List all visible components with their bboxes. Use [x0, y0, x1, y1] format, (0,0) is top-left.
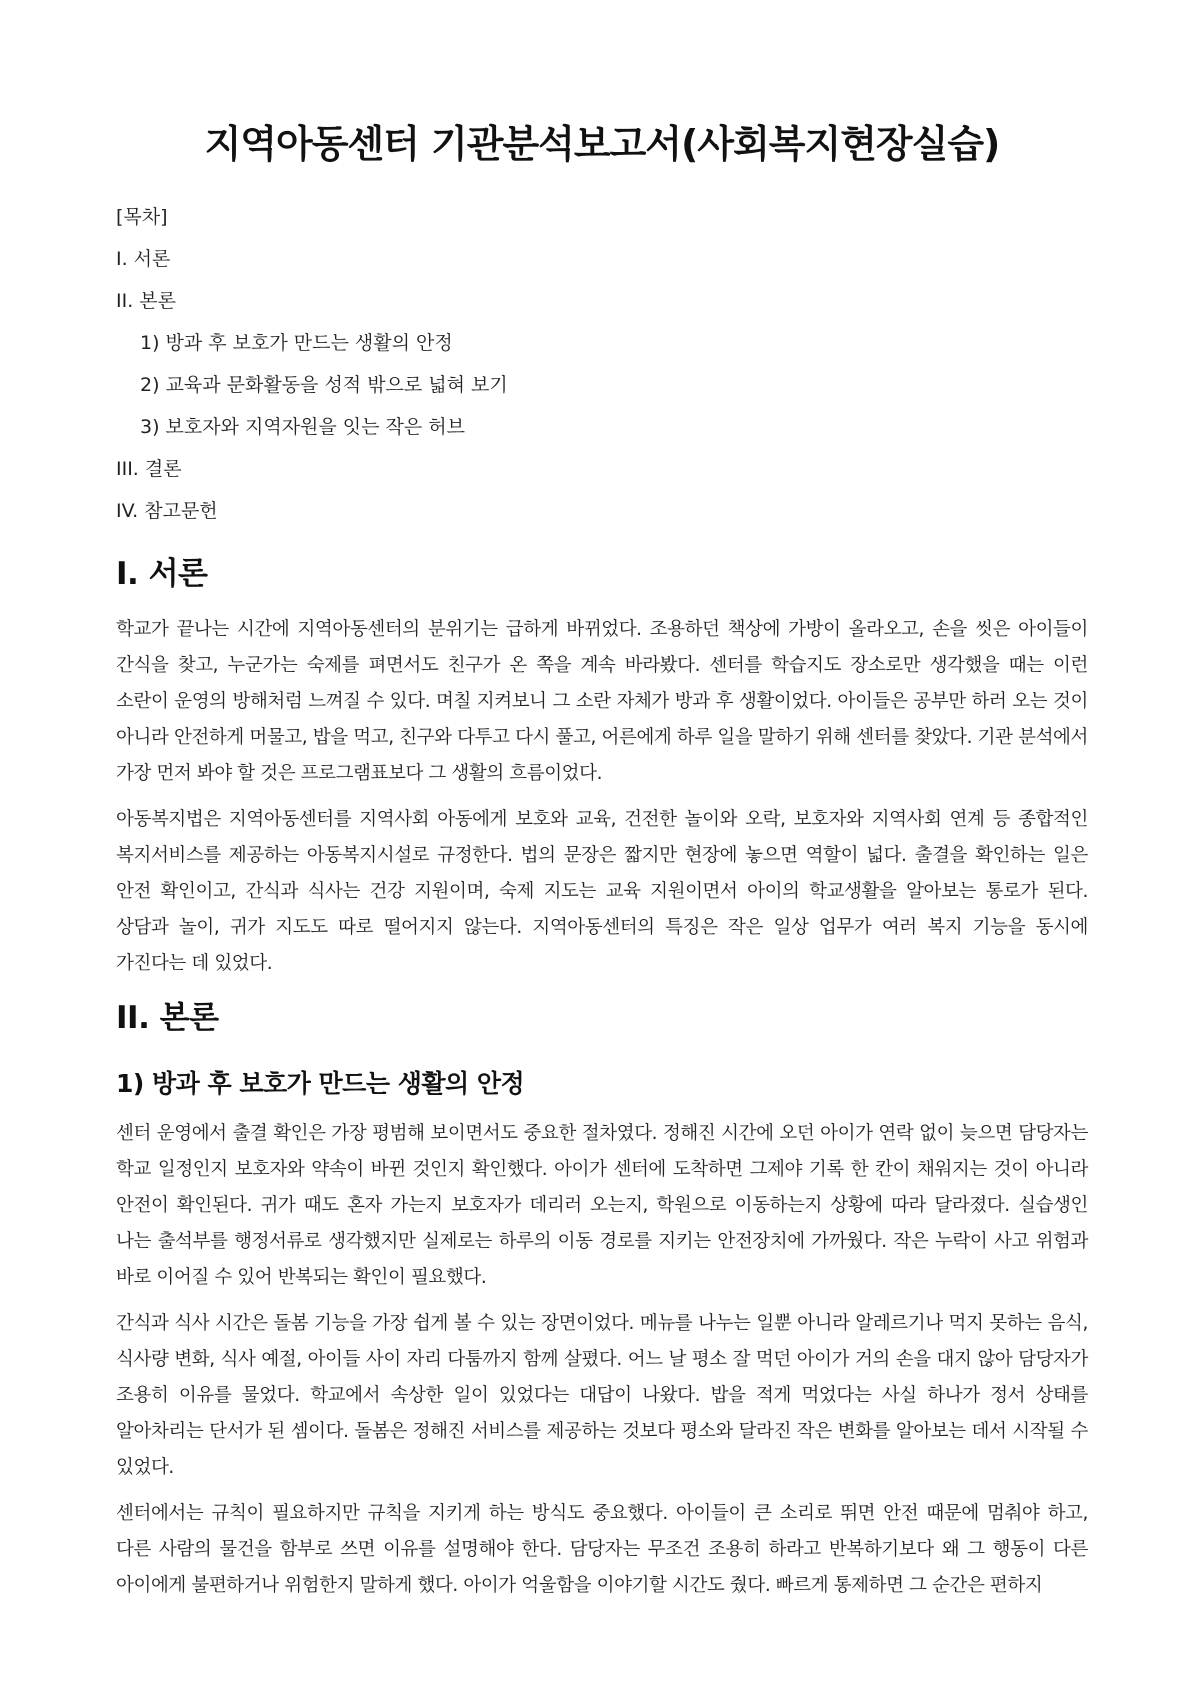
toc-label: [목차] — [116, 206, 168, 228]
body-paragraph-1: 센터 운영에서 출결 확인은 가장 평범해 보이면서도 중요한 절차였다. 정해진 시간에 오던 아이가 연락 없이 늦으면 담당자는 학교 일정인지 보호자와 약속이 바뀐 것인지 확인했다. 아이가 센터에 도착하면 그제야 기록 한 칸이 채워지는 것이 아니라 안전이 확인된다. 귀가 때도 혼자 가는지 보호자가 데리러 오는지, 학원으로 이동하는지 상황에 따라 달라졌다. 실습생인 나는 출석부를 행정서류로 생각했지만 실제로는 하루의 이동 경로를 지키는 안전장치에 가까웠다. 작은 누락이 사고 위험과 바로 이어질 수 있어 반복되는 확인이 필요했다. — [116, 1123, 1088, 1288]
section-heading-intro: I. 서론 — [116, 556, 208, 592]
toc-item-body-2: 2) 교육과 문화활동을 성적 밖으로 넓혀 보기 — [140, 374, 508, 396]
body-paragraph-3: 센터에서는 규칙이 필요하지만 규칙을 지키게 하는 방식도 중요했다. 아이들이 큰 소리로 뛰면 안전 때문에 멈춰야 하고, 다른 사람의 물건을 함부로 쓰면 이유를 설명해야 한다. 담당자는 무조건 조용히 하라고 반복하기보다 왜 그 행동이 다른 아이에게 불편하거나 위험한지 말하게 했다. 아이가 억울함을 이야기할 시간도 줬다. 빠르게 통제하면 그 순간은 편하지 — [116, 1503, 1088, 1596]
section-heading-body: II. 본론 — [116, 1000, 219, 1036]
document-title: 지역아동센터 기관분석보고서(사회복지현장실습) — [204, 122, 1000, 166]
toc-item-body: II. 본론 — [116, 290, 176, 312]
toc-item-conclusion: III. 결론 — [116, 458, 182, 480]
body-paragraph-2: 간식과 식사 시간은 돌봄 기능을 가장 쉽게 볼 수 있는 장면이었다. 메뉴를 나누는 일뿐 아니라 알레르기나 먹지 못하는 음식, 식사량 변화, 식사 예절, 아이들 사이 자리 다툼까지 함께 살폈다. 어느 날 평소 잘 먹던 아이가 거의 손을 대지 않아 담당자가 조용히 이유를 물었다. 학교에서 속상한 일이 있었다는 대답이 나왔다. 밥을 적게 먹었다는 사실 하나가 정서 상태를 알아차리는 단서가 된 셈이다. 돌봄은 정해진 서비스를 제공하는 것보다 평소와 달라진 작은 변화를 알아보는 데서 시작될 수 있었다. — [116, 1313, 1088, 1478]
toc-item-intro: I. 서론 — [116, 248, 171, 270]
subsection-heading-1: 1) 방과 후 보호가 만드는 생활의 안정 — [116, 1069, 525, 1098]
section-body — [116, 996, 1088, 1604]
toc-item-references: IV. 참고문헌 — [116, 500, 218, 522]
intro-paragraph-1: 학교가 끝나는 시간에 지역아동센터의 분위기는 급하게 바뀌었다. 조용하던 책상에 가방이 올라오고, 손을 씻은 아이들이 간식을 찾고, 누군가는 숙제를 펴면서도 친구가 온 쪽을 계속 바라봤다. 센터를 학습지도 장소로만 생각했을 때는 이런 소란이 운영의 방해처럼 느껴질 수 있다. 며칠 지켜보니 그 소란 자체가 방과 후 생활이었다. 아이들은 공부만 하러 오는 것이 아니라 안전하게 머물고, 밥을 먹고, 친구와 다투고 다시 풀고, 어른에게 하루 일을 말하기 위해 센터를 찾았다. 기관 분석에서 가장 먼저 봐야 할 것은 프로그램표보다 그 생활의 흐름이었다. — [116, 619, 1088, 784]
intro-paragraph-2: 아동복지법은 지역아동센터를 지역사회 아동에게 보호와 교육, 건전한 놀이와 오락, 보호자와 지역사회 연계 등 종합적인 복지서비스를 제공하는 아동복지시설로 규정한다. 법의 문장은 짧지만 현장에 놓으면 역할이 넓다. 출결을 확인하는 일은 안전 확인이고, 간식과 식사는 건강 지원이며, 숙제 지도는 교육 지원이면서 아이의 학교생활을 알아보는 통로가 된다. 상담과 놀이, 귀가 지도도 따로 떨어지지 않는다. 지역아동센터의 특징은 작은 일상 업무가 여러 복지 기능을 동시에 가진다는 데 있었다. — [116, 809, 1088, 974]
table-of-contents — [116, 196, 1088, 532]
toc-item-body-3: 3) 보호자와 지역자원을 잇는 작은 허브 — [140, 416, 466, 438]
toc-item-body-1: 1) 방과 후 보호가 만드는 생활의 안정 — [140, 332, 453, 354]
section-intro — [116, 552, 1088, 982]
